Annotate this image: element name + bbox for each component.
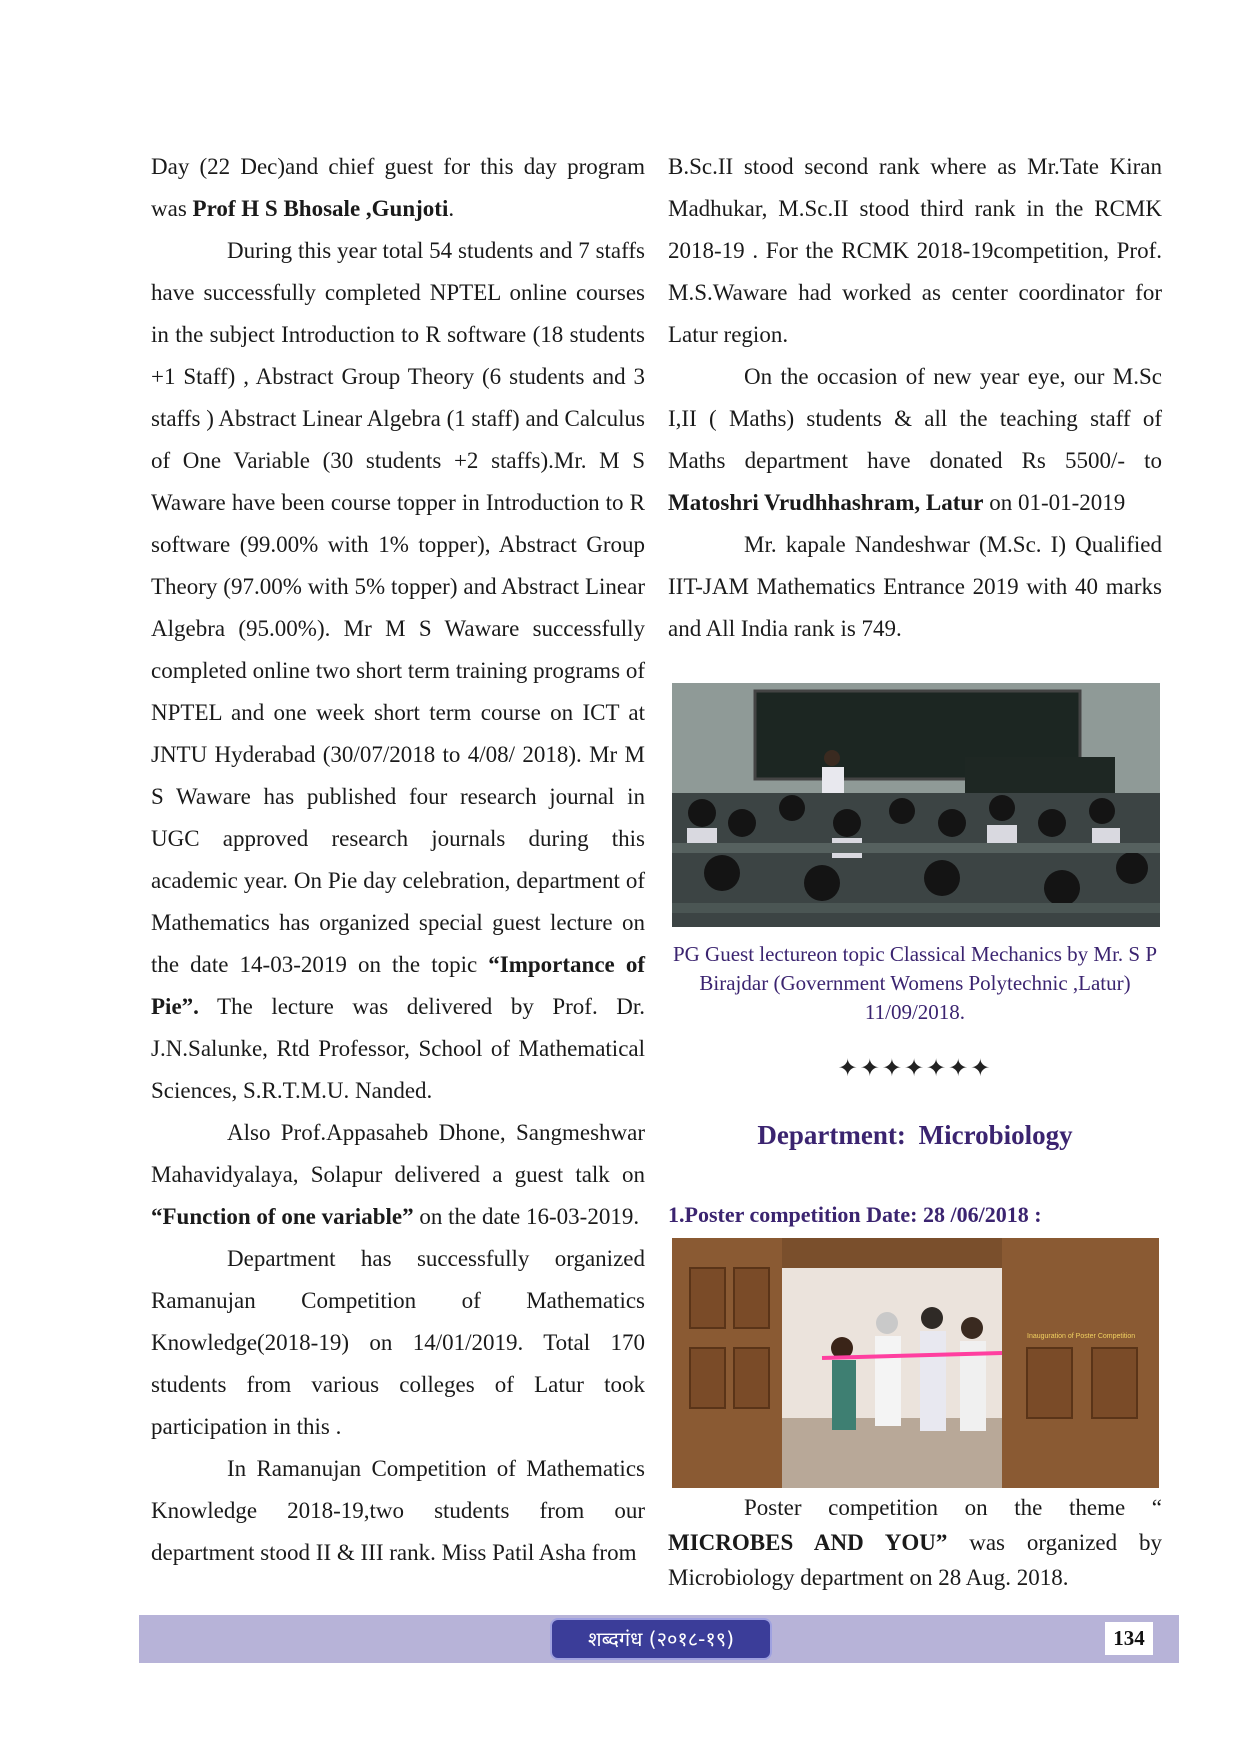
paragraph: In Ramanujan Competition of Mathematics Knowledge 2018-19,two students from our department stood II & III rank. Miss Patil Asha from xyxy=(151,1456,645,1565)
text: On the occasion of new year eye, our M.Sc I,II ( Maths) students & all the teaching staff of Maths department have donated Rs 5500/- to xyxy=(668,364,1162,473)
classroom-lecture-photo xyxy=(672,683,1160,927)
page-number: 134 xyxy=(1105,1622,1153,1655)
left-column xyxy=(151,146,645,1574)
poster-competition-photo xyxy=(672,1238,1159,1488)
paragraph xyxy=(151,1112,645,1238)
ornament-divider: ✦✦✦✦✦✦✦ xyxy=(837,1054,993,1082)
paragraph xyxy=(151,146,645,230)
text: on the date 16-03-2019. xyxy=(413,1204,640,1229)
paragraph xyxy=(668,1490,1162,1595)
talk-topic: “Function of one variable” xyxy=(151,1204,414,1229)
paragraph: Mr. kapale Nandeshwar (M.Sc. I) Qualified IIT-JAM Mathematics Entrance 2019 with 40 marks and All India rank is 749. xyxy=(668,532,1162,641)
paragraph xyxy=(668,356,1162,524)
organization-name: Matoshri Vrudhhashram, Latur xyxy=(668,490,984,515)
text: . xyxy=(448,196,455,221)
guest-name: Prof H S Bhosale ,Gunjoti xyxy=(192,196,449,221)
text: Day (22 Dec)and chief guest for this day program was xyxy=(151,154,645,221)
photo-caption: PG Guest lectureon topic Classical Mechanics by Mr. S P Birajdar (Government Womens Polytechnic ,Latur) 11/09/2018. xyxy=(672,942,1158,1024)
text: Poster competition on the theme “ xyxy=(744,1495,1162,1520)
photo-banner-text: Inauguration of Poster Competition xyxy=(1027,1333,1136,1340)
paragraph: B.Sc.II stood second rank where as Mr.Tate Kiran Madhukar, M.Sc.II stood third rank in the RCMK 2018-19 . For the RCMK 2018-19competition, Prof. M.S.Waware had worked as center coordinator for Latur region. xyxy=(668,154,1162,347)
department-heading: Department: Microbiology xyxy=(757,1120,1073,1150)
right-column xyxy=(668,146,1162,650)
page-footer xyxy=(139,1615,1179,1663)
paragraph: Department has successfully organized Ramanujan Competition of Mathematics Knowledge(2018-19) on 14/01/2019. Total 170 students from various colleges of Latur took participation in this . xyxy=(151,1246,645,1439)
section-subheading: 1.Poster competition Date: 28 /06/2018 : xyxy=(668,1202,1042,1227)
inauguration-illustration xyxy=(672,1238,1159,1488)
lecture-topic: “Importance of Pie”. xyxy=(151,952,645,1019)
text: During this year total 54 students and 7 staffs have successfully completed NPTEL online courses in the subject Introduction to R software (18 students +1 Staff) , Abstract Group Theory (6 students and 3 staffs ) Abstract Linear Algebra (1 staff) and Calculus of One Variable (30 students +2 staffs).Mr. M S Waware have been course topper in Introduction to R software (99.00% with 1% topper), Abstract Group Theory (97.00% with 5% topper) and Abstract Linear Algebra (95.00%). Mr M S Waware successfully completed online two short term training programs of NPTEL and one week short term course on ICT at JNTU Hyderabad (30/07/2018 to 4/08/ 2018). Mr M S Waware has published four research journal in UGC approved research journals during this academic year. On Pie day celebration, department of Mathematics has organized special guest lecture on the date 14-03-2019 on the topic xyxy=(151,238,645,977)
text: Also Prof.Appasaheb Dhone, Sangmeshwar Mahavidyalaya, Solapur delivered a guest talk on xyxy=(151,1120,645,1187)
poster-competition-text xyxy=(668,1490,1162,1595)
magazine-title: शब्दगंध (२०१८-१९) xyxy=(550,1618,772,1660)
text: on 01-01-2019 xyxy=(983,490,1126,515)
text: was organized by Microbiology department on 28 Aug. 2018. xyxy=(668,1530,1163,1590)
paragraph xyxy=(151,230,645,1112)
classroom-illustration xyxy=(672,683,1160,927)
poster-theme: MICROBES AND YOU” xyxy=(668,1530,948,1555)
text: The lecture was delivered by Prof. Dr. J.N.Salunke, Rtd Professor, School of Mathematical Sciences, S.R.T.M.U. Nanded. xyxy=(151,994,645,1103)
